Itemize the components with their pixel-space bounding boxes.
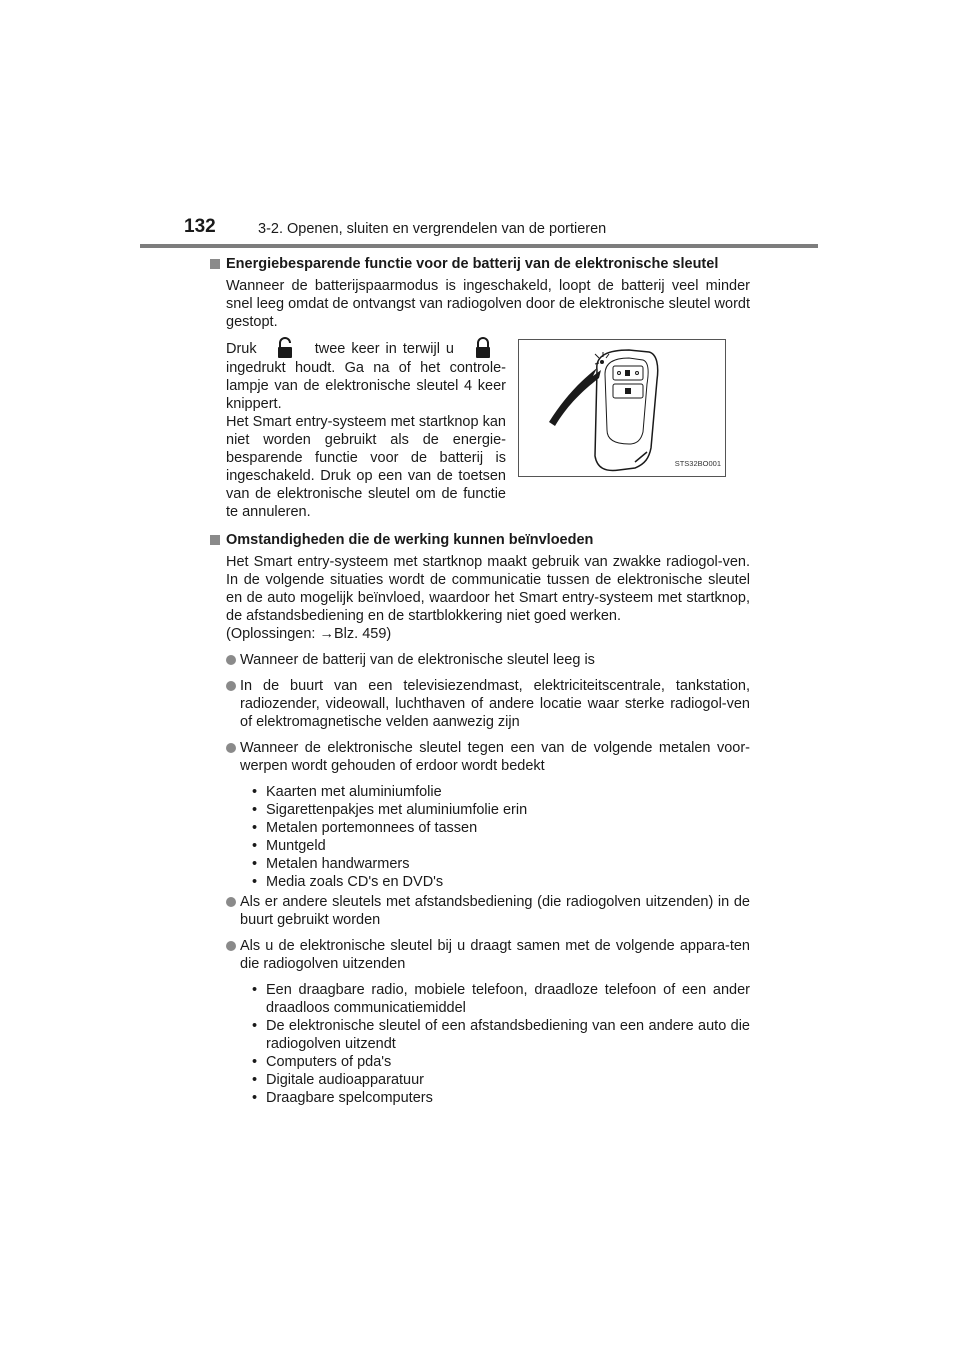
sub-list-item: • Sigarettenpakjes met aluminiumfolie erin — [252, 801, 750, 819]
list-item-text: Wanneer de batterij van de elektronische sleutel leeg is — [240, 652, 595, 668]
metal-objects-list — [252, 783, 750, 891]
sub-list-item: • Kaarten met aluminiumfolie — [252, 783, 750, 801]
instruction-text — [226, 337, 506, 521]
page-number: 132 — [184, 216, 216, 237]
list-item — [226, 893, 750, 929]
round-bullet-icon — [226, 941, 236, 951]
radio-devices-list — [252, 981, 750, 1107]
round-bullet-icon — [226, 681, 236, 691]
section2-reference: (Oplossingen: →Blz. 459) — [226, 626, 392, 642]
round-bullet-icon — [226, 743, 236, 753]
figure-caption: STS32BO001 — [674, 459, 721, 468]
key-figure — [518, 339, 726, 477]
sub-list-item: • Metalen handwarmers — [252, 855, 750, 873]
list-item — [226, 937, 750, 973]
round-bullet-icon — [226, 897, 236, 907]
section-title: 3-2. Openen, sluiten en vergrendelen van de portieren — [258, 221, 607, 237]
section2-heading — [210, 531, 750, 549]
instruction-part4: Het Smart entry-systeem met startknop kan niet worden gebruikt als de energie-besparende functie voor de batterij is ingeschakeld. Druk op een van de toetsen van de elektronische sleutel om de functie te annuleren. — [226, 414, 506, 520]
list-item-text: Wanneer de elektronische sleutel tegen een van de volgende metalen voor-werpen wordt gehouden of erdoor wordt bedekt — [240, 740, 750, 774]
square-bullet-icon — [210, 259, 220, 269]
section1-heading — [210, 255, 750, 273]
instruction-block — [226, 337, 750, 521]
instruction-part3: ingedrukt houdt. Ga na of het controle-lampje van de elektronische sleutel 4 keer knippert. — [226, 360, 506, 412]
instruction-part1: Druk — [226, 341, 257, 357]
round-bullet-icon — [226, 655, 236, 665]
lock-icon — [472, 337, 494, 359]
sub-list-item: • Draagbare spelcomputers — [252, 1089, 750, 1107]
list-item-text: Als er andere sleutels met afstandsbediening (die radiogolven uitzenden) in de buurt gebruikt worden — [240, 894, 750, 928]
list-item — [226, 677, 750, 731]
instruction-part2: twee keer in terwijl u — [314, 341, 454, 357]
section1-title: Energiebesparende functie voor de batterij van de elektronische sleutel — [226, 256, 719, 272]
sub-list-item: • Digitale audioapparatuur — [252, 1071, 750, 1089]
section2-title: Omstandigheden die de werking kunnen beïnvloeden — [226, 532, 594, 548]
sub-list-item: • Media zoals CD's en DVD's — [252, 873, 750, 891]
sub-list-item: • Een draagbare radio, mobiele telefoon, draadloze telefoon of een ander draadloos communicatiemiddel — [252, 981, 750, 1017]
section1-intro: Wanneer de batterijspaarmodus is ingeschakeld, loopt de batterij veel minder snel leeg omdat de ontvangst van radiogolven door de elektronische sleutel wordt gestopt. — [226, 278, 750, 330]
sub-list-item: • De elektronische sleutel of een afstandsbediening van een andere auto die radiogolven uitzendt — [252, 1017, 750, 1053]
section2-intro: Het Smart entry-systeem met startknop maakt gebruik van zwakke radiogol-ven. In de volgende situaties wordt de communicatie tussen de elektronische sleutel en de auto mogelijk beïnvloed, waardoor het Smart entry-systeem met startknop, de afstandsbediening en de startblokkering niet goed werken. — [226, 554, 750, 624]
lock-open-icon — [275, 337, 297, 359]
square-bullet-icon — [210, 535, 220, 545]
sub-list-item: • Computers of pda's — [252, 1053, 750, 1071]
page-content — [210, 255, 750, 1107]
list-item — [226, 739, 750, 775]
list-item-text: Als u de elektronische sleutel bij u draagt samen met de volgende appara-ten die radiogolven uitzenden — [240, 938, 750, 972]
sub-list-item: • Muntgeld — [252, 837, 750, 855]
list-item — [226, 651, 750, 669]
list-item-text: In de buurt van een televisiezendmast, elektriciteitscentrale, tankstation, radiozender, videowall, luchthaven of andere locatie waar sterke radiogol-ven of elektromagnetische velden aanwezig zijn — [240, 678, 750, 730]
sub-list-item: • Metalen portemonnees of tassen — [252, 819, 750, 837]
header-rule — [140, 244, 818, 248]
